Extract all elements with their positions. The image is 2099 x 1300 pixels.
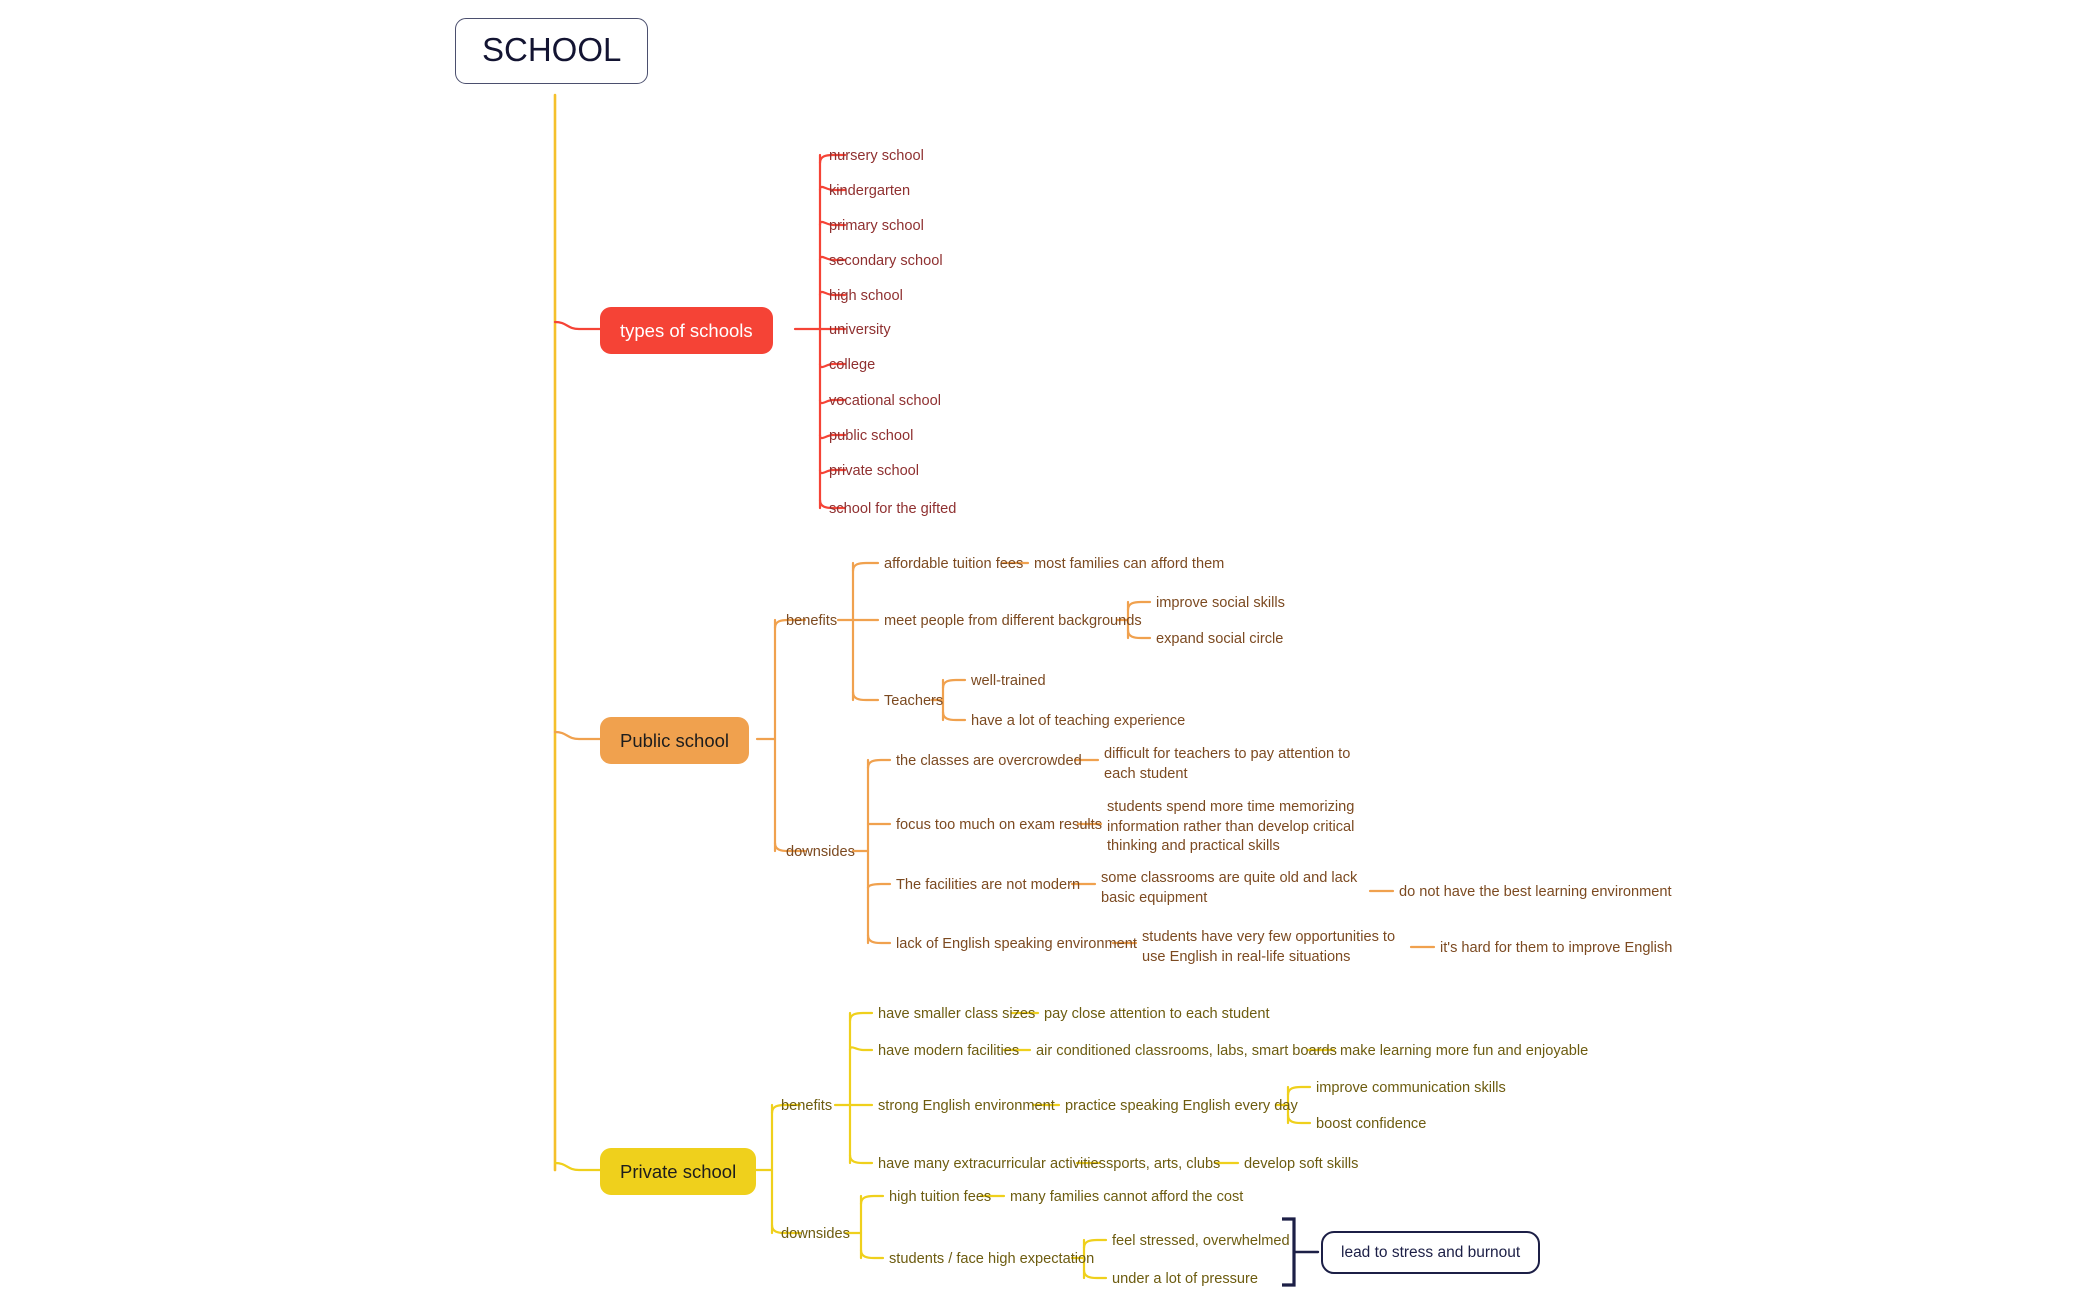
root-node-school[interactable] — [455, 18, 648, 84]
subbranch-label: downsides — [781, 1226, 850, 1242]
branch-node-types-of-schools[interactable] — [600, 307, 773, 354]
leaf-label: vocational school — [829, 393, 941, 409]
list-item[interactable] — [1244, 1155, 1358, 1175]
leaf-label: kindergarten — [829, 183, 911, 199]
list-item[interactable] — [971, 712, 1185, 732]
list-item[interactable] — [1101, 869, 1376, 908]
leaf-label: private school — [829, 463, 920, 479]
list-item[interactable] — [1440, 939, 1672, 959]
leaf-label: the classes are overcrowded — [896, 753, 1082, 769]
branch-node-private-school[interactable] — [600, 1148, 756, 1195]
branch-label: types of schools — [620, 320, 753, 341]
list-item[interactable] — [884, 612, 1142, 632]
list-item[interactable] — [884, 555, 1023, 575]
list-item[interactable] — [1399, 883, 1672, 903]
list-item[interactable] — [829, 321, 891, 341]
list-item[interactable] — [1065, 1097, 1298, 1117]
leaf-label: high tuition fees — [889, 1189, 992, 1205]
leaf-label: have a lot of teaching experience — [971, 713, 1186, 729]
list-item[interactable] — [829, 252, 943, 272]
list-item[interactable] — [1107, 798, 1407, 857]
leaf-label: school for the gifted — [829, 501, 957, 517]
leaf-label: make learning more fun and enjoyable — [1340, 1043, 1589, 1059]
list-item[interactable] — [1156, 594, 1285, 614]
list-item[interactable] — [889, 1250, 1094, 1270]
subbranch-label: downsides — [786, 844, 855, 860]
root-node-label: SCHOOL — [482, 31, 622, 68]
leaf-label: affordable tuition fees — [884, 556, 1024, 572]
leaf-label: The facilities are not modern — [896, 877, 1081, 893]
list-item[interactable] — [1316, 1115, 1426, 1135]
list-item[interactable] — [1142, 928, 1414, 967]
leaf-label: university — [829, 322, 891, 338]
leaf-label: it's hard for them to improve English — [1440, 940, 1673, 956]
list-item[interactable] — [829, 462, 919, 482]
leaf-label: air conditioned classrooms, labs, smart boards — [1036, 1043, 1337, 1059]
leaf-label: under a lot of pressure — [1112, 1271, 1259, 1287]
leaf-label: do not have the best learning environment — [1399, 884, 1672, 900]
leaf-label: students / face high expectation — [889, 1251, 1095, 1267]
list-item[interactable] — [896, 876, 1080, 896]
leaf-label: public school — [829, 428, 914, 444]
leaf-label: students have very few opportunities to use English in real-life situations — [1142, 929, 1396, 965]
list-item[interactable] — [896, 935, 1137, 955]
leaf-label: practice speaking English every day — [1065, 1098, 1298, 1114]
leaf-label: Teachers — [884, 693, 944, 709]
subbranch-label: benefits — [786, 613, 838, 629]
list-item[interactable] — [1106, 1155, 1220, 1175]
leaf-label: meet people from different backgrounds — [884, 613, 1142, 629]
list-item[interactable] — [889, 1188, 991, 1208]
leaf-label: secondary school — [829, 253, 943, 269]
leaf-label: many families cannot afford the cost — [1010, 1189, 1244, 1205]
leaf-label: develop soft skills — [1244, 1156, 1359, 1172]
leaf-label: most families can afford them — [1034, 556, 1225, 572]
leaf-label: sports, arts, clubs — [1106, 1156, 1221, 1172]
list-item[interactable] — [1044, 1005, 1270, 1025]
list-item[interactable] — [1340, 1042, 1588, 1062]
list-item[interactable] — [829, 182, 910, 202]
summary-node-stress-burnout[interactable] — [1321, 1231, 1540, 1274]
list-item[interactable] — [1112, 1232, 1290, 1252]
list-item[interactable] — [1156, 630, 1283, 650]
list-item[interactable] — [1104, 745, 1384, 784]
leaf-label: improve communication skills — [1316, 1080, 1506, 1096]
list-item[interactable] — [878, 1097, 1055, 1117]
leaf-label: expand social circle — [1156, 631, 1284, 647]
list-item[interactable] — [896, 752, 1082, 772]
list-item[interactable] — [884, 692, 943, 712]
list-item[interactable] — [1036, 1042, 1337, 1062]
list-item[interactable] — [829, 392, 941, 412]
list-item[interactable] — [829, 147, 924, 167]
leaf-label: students spend more time memorizing information rather than develop critical thinking and practical skills — [1107, 799, 1355, 855]
leaf-label: boost confidence — [1316, 1116, 1427, 1132]
leaf-label: feel stressed, overwhelmed — [1112, 1233, 1290, 1249]
subbranch-label: benefits — [781, 1098, 833, 1114]
leaf-label: pay close attention to each student — [1044, 1006, 1270, 1022]
branch-node-public-school[interactable] — [600, 717, 749, 764]
list-item[interactable] — [829, 500, 956, 520]
summary-label: lead to stress and burnout — [1341, 1244, 1521, 1261]
leaf-label: well-trained — [971, 673, 1046, 689]
subbranch-downsides-private[interactable] — [781, 1225, 850, 1245]
leaf-label: some classrooms are quite old and lack basic equipment — [1101, 870, 1358, 906]
subbranch-benefits-private[interactable] — [781, 1097, 832, 1117]
list-item[interactable] — [878, 1042, 1019, 1062]
list-item[interactable] — [1034, 555, 1224, 575]
leaf-label: focus too much on exam results — [896, 817, 1103, 833]
leaf-label: college — [829, 357, 876, 373]
leaf-label: have smaller class sizes — [878, 1006, 1036, 1022]
leaf-label: improve social skills — [1156, 595, 1285, 611]
list-item[interactable] — [1112, 1270, 1258, 1290]
leaf-label: strong English environment — [878, 1098, 1055, 1114]
leaf-label: primary school — [829, 218, 924, 234]
list-item[interactable] — [1316, 1079, 1506, 1099]
leaf-label: high school — [829, 288, 903, 304]
subbranch-benefits-public[interactable] — [786, 612, 837, 632]
list-item[interactable] — [896, 816, 1102, 836]
list-item[interactable] — [971, 672, 1046, 692]
branch-label: Public school — [620, 730, 730, 751]
leaf-label: have modern facilities — [878, 1043, 1020, 1059]
subbranch-downsides-public[interactable] — [786, 843, 855, 863]
leaf-label: lack of English speaking environment — [896, 936, 1137, 952]
list-item[interactable] — [829, 217, 924, 237]
list-item[interactable] — [878, 1155, 1106, 1175]
leaf-label: nursery school — [829, 148, 924, 164]
list-item[interactable] — [1010, 1188, 1243, 1208]
leaf-label: have many extracurricular activities — [878, 1156, 1106, 1172]
leaf-label: difficult for teachers to pay attention to each student — [1104, 746, 1351, 782]
list-item[interactable] — [878, 1005, 1035, 1025]
list-item[interactable] — [829, 427, 913, 447]
list-item[interactable] — [829, 356, 875, 376]
list-item[interactable] — [829, 287, 903, 307]
branch-label: Private school — [620, 1161, 737, 1182]
